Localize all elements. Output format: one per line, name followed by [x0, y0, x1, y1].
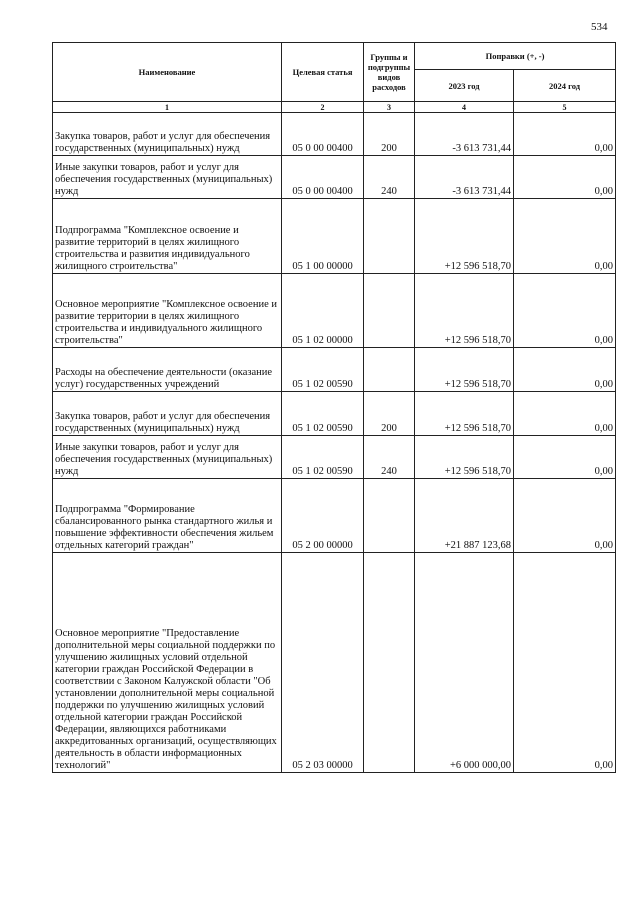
- row-amount-2024: 0,00: [514, 348, 616, 392]
- row-group: [364, 479, 415, 553]
- row-amount-2024: 0,00: [514, 553, 616, 773]
- row-group: [364, 348, 415, 392]
- row-amount-2023: +6 000 000,00: [415, 553, 514, 773]
- row-name: Подпрограмма "Комплексное освоение и развитие территорий в целях жилищного строительства и развития индивидуального жилищного строительства": [53, 199, 282, 274]
- row-amount-2024: 0,00: [514, 274, 616, 348]
- table-row: [53, 274, 616, 348]
- row-amount-2023: +12 596 518,70: [415, 274, 514, 348]
- row-group: 200: [364, 113, 415, 156]
- table-row: [53, 199, 616, 274]
- row-code: 05 0 00 00400: [282, 113, 364, 156]
- row-amount-2024: 0,00: [514, 113, 616, 156]
- row-code: 05 2 03 00000: [282, 553, 364, 773]
- row-code: 05 2 00 00000: [282, 479, 364, 553]
- row-name: Расходы на обеспечение деятельности (оказание услуг) государственных учреждений: [53, 348, 282, 392]
- table-row: [53, 113, 616, 156]
- row-group: 240: [364, 156, 415, 199]
- header-groups: Группы и подгруппы видов расходов: [364, 43, 415, 102]
- row-name: Основное мероприятие "Комплексное освоение и развитие территории в целях жилищного строительства и индивидуального жилищного строительства": [53, 274, 282, 348]
- row-amount-2023: +21 887 123,68: [415, 479, 514, 553]
- budget-table: [52, 42, 616, 773]
- header-2024: 2024 год: [514, 70, 616, 102]
- row-group: [364, 274, 415, 348]
- row-name: Основное мероприятие "Предоставление дополнительной меры социальной поддержки по улучшению жилищных условий отдельной категории граждан Российской Федерации в соответствии с Законом Калужской области "Об установлении дополнительной меры социальной поддержки по улучшению жилищных условий отдельной категории граждан Российской Федерации, являющихся работниками аккредитованных организаций, осуществляющих деятельность в области информационных технологий": [53, 553, 282, 773]
- page-number: 534: [591, 21, 608, 33]
- row-amount-2024: 0,00: [514, 392, 616, 436]
- header-num-2: 2: [282, 102, 364, 113]
- table-row: [53, 436, 616, 479]
- header-num-1: 1: [53, 102, 282, 113]
- row-code: 05 0 00 00400: [282, 156, 364, 199]
- header-2023: 2023 год: [415, 70, 514, 102]
- row-name: Иные закупки товаров, работ и услуг для обеспечения государственных (муниципальных) нужд: [53, 156, 282, 199]
- table-row: [53, 156, 616, 199]
- row-group: [364, 553, 415, 773]
- row-name: Иные закупки товаров, работ и услуг для обеспечения государственных (муниципальных) нужд: [53, 436, 282, 479]
- row-amount-2024: 0,00: [514, 199, 616, 274]
- table-row: [53, 392, 616, 436]
- row-amount-2024: 0,00: [514, 436, 616, 479]
- row-name: Закупка товаров, работ и услуг для обеспечения государственных (муниципальных) нужд: [53, 113, 282, 156]
- header-num-3: 3: [364, 102, 415, 113]
- row-code: 05 1 00 00000: [282, 199, 364, 274]
- row-code: 05 1 02 00590: [282, 348, 364, 392]
- row-code: 05 1 02 00590: [282, 392, 364, 436]
- row-code: 05 1 02 00000: [282, 274, 364, 348]
- header-name: Наименование: [53, 43, 282, 102]
- row-amount-2023: +12 596 518,70: [415, 436, 514, 479]
- row-code: 05 1 02 00590: [282, 436, 364, 479]
- row-name: Закупка товаров, работ и услуг для обеспечения государственных (муниципальных) нужд: [53, 392, 282, 436]
- row-group: [364, 199, 415, 274]
- header-num-4: 4: [415, 102, 514, 113]
- row-group: 240: [364, 436, 415, 479]
- header-amendments: Поправки (+, -): [415, 43, 616, 70]
- row-amount-2023: -3 613 731,44: [415, 113, 514, 156]
- row-amount-2023: +12 596 518,70: [415, 348, 514, 392]
- row-amount-2024: 0,00: [514, 479, 616, 553]
- header-target: Целевая статья: [282, 43, 364, 102]
- header-num-5: 5: [514, 102, 616, 113]
- table-row: [53, 348, 616, 392]
- row-amount-2023: +12 596 518,70: [415, 199, 514, 274]
- row-amount-2023: -3 613 731,44: [415, 156, 514, 199]
- row-amount-2024: 0,00: [514, 156, 616, 199]
- row-name: Подпрограмма "Формирование сбалансированного рынка стандартного жилья и повышение эффективности обеспечения жильем отдельных категорий граждан": [53, 479, 282, 553]
- table-row: [53, 479, 616, 553]
- table-row: [53, 553, 616, 773]
- row-amount-2023: +12 596 518,70: [415, 392, 514, 436]
- row-group: 200: [364, 392, 415, 436]
